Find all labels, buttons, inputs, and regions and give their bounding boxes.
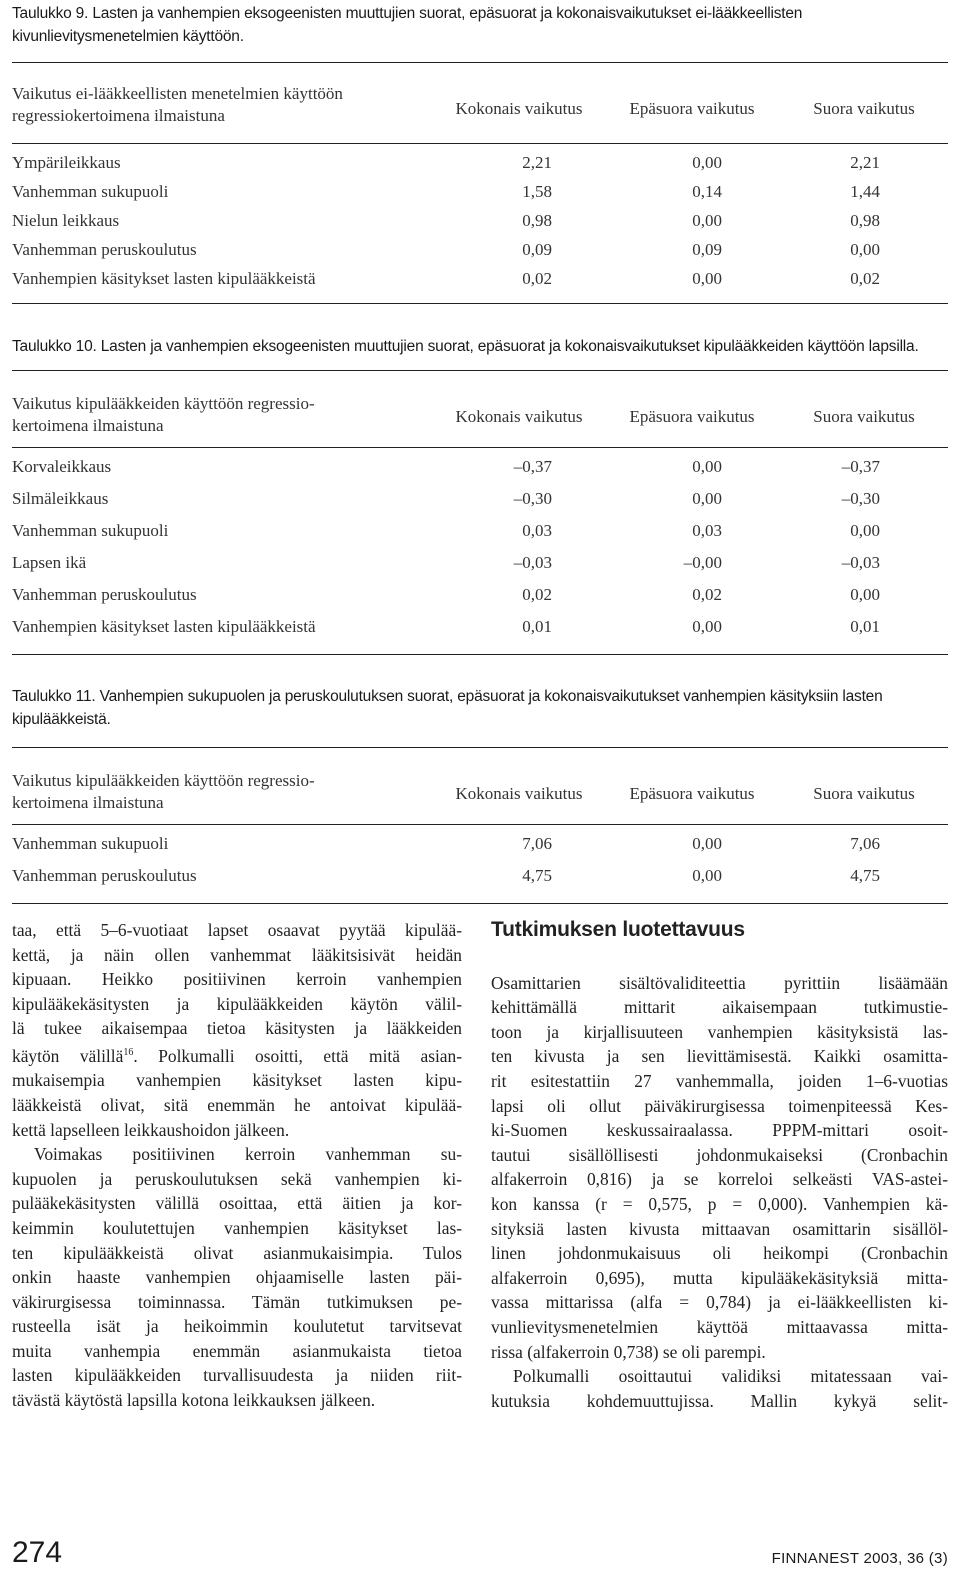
total-value: 0,09 [522,240,552,259]
direct-value: 0,02 [850,269,880,288]
text-line: toon ja kirjallisuuteen vanhempien käsityksistä las- [491,1021,948,1042]
indirect-value: 0,00 [692,489,722,508]
right-paragraph-2 [491,1364,948,1413]
total-value: 0,03 [522,521,552,540]
table-row [12,582,948,614]
text-line: pulääkekäsitysten välillä osoittaa, että äitien ja kor- [12,1193,462,1214]
text-line: kipulääkekäsitysten ja kipulääkkeiden käytön välil- [12,993,462,1014]
indirect-value: 0,00 [692,834,722,853]
direct-value: –0,37 [841,457,880,476]
indirect-value: 0,09 [692,240,722,259]
text-line: rissa (alfakerroin 0,738) se oli parempi. [491,1341,766,1362]
row-label: Silmäleikkaus [12,489,109,508]
row-label: Vanhemman sukupuoli [12,182,169,201]
table-11-col-total: Kokonais vaikutus [455,784,583,803]
text-line: kehittämällä mittarit aikaisempaan tutkimustie- [491,997,948,1018]
text-line: vassa mittarissa (alfa = 0,784) ja ei-lääkkeellisten ki- [491,1292,948,1313]
table-row [12,150,948,179]
indirect-value: 0,03 [692,521,722,540]
direct-value: 0,00 [850,585,880,604]
table-11-header [12,748,948,825]
text-line: muita vanhempia enemmän asianmukaista tietoa [12,1340,462,1361]
table-row [12,266,948,295]
page-number: 274 [12,1536,63,1569]
table-row [12,550,948,582]
row-label: Vanhemman peruskoulutus [12,866,197,885]
text-line: taa, että 5–6-vuotiaat lapset osaavat pyytää kipulää- [12,920,462,940]
total-value: –0,30 [513,489,552,508]
text-line: Polkumalli osoittautui validiksi mitatessaan vai- [513,1366,948,1387]
total-value: 0,01 [522,617,552,636]
text-line: rit esitestattiin 27 vanhemmalla, joiden 1–6-vuotias [491,1070,948,1091]
table-11-caption [12,685,948,731]
text-line: kettä lapselleen leikkaushoidon jälkeen. [12,1119,290,1140]
table-11-header-label [12,770,412,814]
text-line: sityksiä lasten kivusta mittaavan osamittarin sisällöl- [491,1218,948,1239]
table-9-col-total: Kokonais vaikutus [455,99,583,118]
table-row [12,486,948,518]
text-line: vunlievitysmenetelmien käyttöä mittaavassa mitta- [491,1316,948,1337]
text-line: onkin haaste vanhempien ohjaamiselle lasten päi- [12,1267,462,1288]
text-line: keimmin koulutettujen vanhempien käsitykset las- [12,1217,462,1238]
indirect-value: 0,00 [692,457,722,476]
direct-value: 0,00 [850,521,880,540]
indirect-value: 0,02 [692,585,722,604]
reference-superscript: 16 [123,1046,134,1058]
direct-value: 0,01 [850,617,880,636]
text-line: kutuksia kohdemuuttujissa. Mallin kykyä selit- [491,1390,948,1411]
table-row [12,454,948,486]
table-9-col-direct: Suora vaikutus [813,99,915,118]
total-value: 0,98 [522,211,552,230]
left-paragraph-1 [12,918,462,1142]
total-value: 2,21 [522,153,552,172]
table-9-header-label [12,83,412,127]
direct-value: 0,98 [850,211,880,230]
total-value: 0,02 [522,585,552,604]
row-label: Vanhempien käsitykset lasten kipulääkkeistä [12,617,316,636]
row-label: Ympärileikkaus [12,153,121,172]
text-line: Osamittarien sisältövaliditeettia pyrittiin lisäämään [491,972,948,993]
table-10-caption-text: Lasten ja vanhempien eksogeenisten muuttujien suorat, epäsuorat ja kokonaisvaikutukset kipulääkkeiden käyttöön lapsilla. [100,338,919,355]
table-11 [12,747,948,904]
table-11-col-indirect: Epäsuora vaikutus [629,784,755,803]
text-line [12,1041,462,1068]
text-line: lä tukee aikaisempaa tietoa käsitysten ja lääkkeiden [12,1018,462,1039]
journal-reference: FINNANEST 2003, 36 (3) [771,1550,948,1567]
total-value: 7,06 [522,834,552,853]
table-10-col-total: Kokonais vaikutus [455,407,583,426]
direct-value: 4,75 [850,866,880,885]
indirect-value: 0,00 [692,211,722,230]
indirect-value: 0,00 [692,153,722,172]
row-label: Korvaleikkaus [12,457,112,476]
total-value: –0,03 [513,553,552,572]
table-9 [12,62,948,304]
row-label: Nielun leikkaus [12,211,120,230]
direct-value: –0,03 [841,553,880,572]
table-10-header-label-line-2: kertoimena ilmaistuna [12,416,164,435]
indirect-value: 0,00 [692,269,722,288]
text-line: väkirurgisessa toiminnassa. Tämän tutkimuksen pe- [12,1291,462,1312]
right-text-column [491,918,948,1413]
table-row [12,831,948,863]
table-9-caption [12,2,948,48]
direct-value: 1,44 [850,182,880,201]
indirect-value: 0,00 [692,866,722,885]
direct-value: –0,30 [841,489,880,508]
table-row [12,863,948,895]
row-label: Vanhempien käsitykset lasten kipulääkkeistä [12,269,316,288]
table-row [12,179,948,208]
row-label: Vanhemman peruskoulutus [12,585,197,604]
text-fragment: . Polkumalli osoitti, että mitä asian- [133,1045,462,1066]
direct-value: 2,21 [850,153,880,172]
table-11-col-direct: Suora vaikutus [813,784,915,803]
direct-value: 0,00 [850,240,880,259]
text-line: alfakerroin 0,816) ja se korreloi selkeästi VAS-astei- [491,1169,948,1190]
text-line: lapsi oli ollut päiväkirurgisessa toimenpiteessä Kes- [491,1095,948,1116]
text-line: ten kivusta ja sen lievittämisestä. Kaikki osamitta- [491,1046,948,1067]
indirect-value: –0,00 [683,553,722,572]
table-10-header-label [12,393,412,437]
row-label: Lapsen ikä [12,553,87,572]
text-line: kupuolen ja peruskoulutuksen sekä vanhempien ki- [12,1168,462,1189]
text-line: kon kanssa (r = 0,575, p = 0,000). Vanhempien kä- [491,1193,948,1214]
table-9-col-indirect: Epäsuora vaikutus [629,99,755,118]
row-label: Vanhemman peruskoulutus [12,240,197,259]
text-line: linen johdonmukaisuus oli heikompi (Cronbachin [491,1243,948,1264]
text-line: alfakerroin 0,695), mutta kipulääkekäsityksiä mitta- [491,1267,948,1288]
text-line: kettä, ja näin ollen vanhemmat lääkitsisivät heidän [12,944,462,965]
table-11-header-label-line-2: kertoimena ilmaistuna [12,793,164,812]
table-11-label: Taulukko 11. [12,688,96,705]
text-line: tävästä käytöstä lapsilla kotona leikkauksen jälkeen. [12,1390,376,1411]
left-text-column [12,918,462,1413]
table-row [12,614,948,646]
total-value: 0,02 [522,269,552,288]
total-value: 4,75 [522,866,552,885]
table-10-header [12,371,948,448]
table-10-caption [12,335,948,358]
table-row [12,518,948,550]
text-line: ten kipulääkkeistä olivat asianmukaisimpia. Tulos [12,1242,462,1263]
table-9-header-label-line-2: regressiokertoimena ilmaistuna [12,106,225,125]
direct-value: 7,06 [850,834,880,853]
row-label: Vanhemman sukupuoli [12,521,169,540]
table-row [12,208,948,237]
left-paragraph-2 [12,1142,462,1413]
table-11-header-label-line-1: Vaikutus kipulääkkeiden käyttöön regressio- [12,771,315,790]
total-value: –0,37 [513,457,552,476]
table-row [12,237,948,266]
row-label: Vanhemman sukupuoli [12,834,169,853]
indirect-value: 0,00 [692,617,722,636]
table-9-caption-text: Lasten ja vanhempien eksogeenisten muuttujien suorat, epäsuorat ja kokonaisvaikutukset ei-lääkkeellisten kivunlievitysmenetelmien käyttöön. [12,5,803,45]
table-11-caption-text: Vanhempien sukupuolen ja peruskoulutuksen suorat, epäsuorat ja kokonaisvaikutukset vanhempien käsityksiin lasten kipulääkkeistä. [12,688,883,728]
table-9-header [12,63,948,144]
table-10-col-direct: Suora vaikutus [813,407,915,426]
text-fragment: käytön välillä [12,1045,124,1066]
total-value: 1,58 [522,182,552,201]
section-heading: Tutkimuksen luotettavuus [491,918,745,941]
table-10-label: Taulukko 10. [12,338,97,355]
text-line: mukaisempia vanhempien käsitykset lasten kipu- [12,1070,462,1091]
text-line: rusteella isät ja heikoimmin koulutetut tarvitsevat [12,1316,462,1337]
text-line: tautui sisällöllisesti johdonmukaiseksi (Cronbachin [491,1144,948,1165]
text-line: Voimakas positiivinen kerroin vanhemman su- [34,1144,462,1165]
indirect-value: 0,14 [692,182,722,201]
text-line: ki-Suomen keskussairaalassa. PPPM-mittari osoit- [491,1120,948,1141]
table-10 [12,370,948,655]
text-line: kipuaan. Heikko positiivinen kerroin vanhempien [12,969,462,990]
table-10-col-indirect: Epäsuora vaikutus [629,407,755,426]
table-9-label: Taulukko 9. [12,5,89,22]
table-10-header-label-line-1: Vaikutus kipulääkkeiden käyttöön regressio- [12,394,315,413]
right-paragraph-1 [491,971,948,1365]
text-line: lääkkeistä olivat, sitä enemmän he antoivat kipulää- [12,1094,462,1115]
text-line: lasten kipulääkkeiden turvallisuudesta ja niiden riit- [12,1365,462,1386]
table-9-header-label-line-1: Vaikutus ei-lääkkeellisten menetelmien käyttöön [12,84,343,103]
